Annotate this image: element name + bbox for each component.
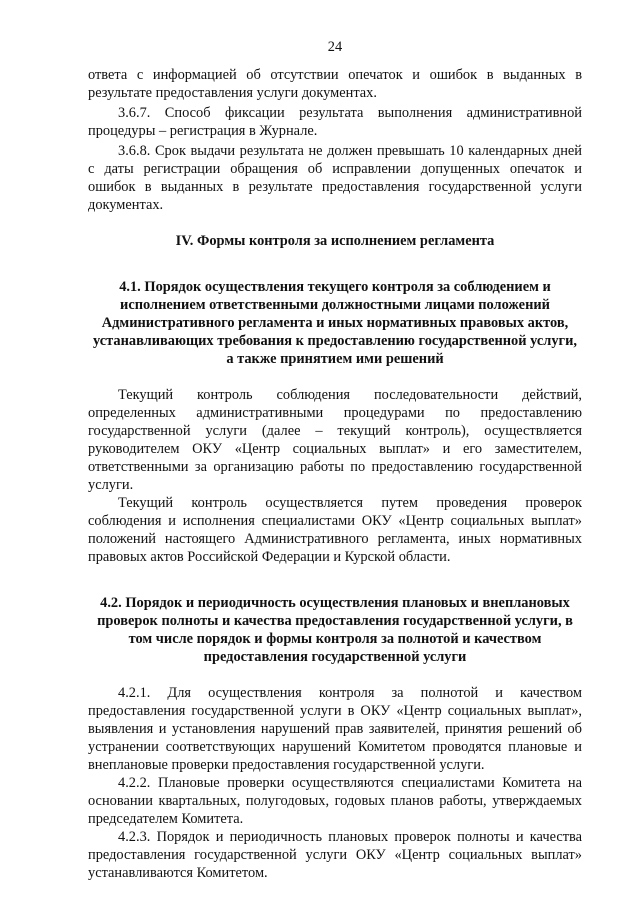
paragraph-4-2-1: 4.2.1. Для осуществления контроля за полнотой и качеством предоставления государственной услуги в ОКУ «Центр социальных выплат», выявления и установления нарушений прав заявителей, принятия решений об устранении соответствующих нарушений Комитетом проводятся плановые и внеплановые проверки предоставления государственной услуги. [88,685,582,773]
paragraph-continuation: ответа с информацией об отсутствии опечаток и ошибок в выданных в результате предоставления услуги документах. [88,67,582,101]
paragraph-4-2-3: 4.2.3. Порядок и периодичность плановых проверок полноты и качества предоставления государственной услуги ОКУ «Центр социальных выплат» устанавливаются Комитетом. [88,829,582,881]
paragraph-4-2-2: 4.2.2. Плановые проверки осуществляются специалистами Комитета на основании квартальных, полугодовых, годовых планов работы, утверждаемых председателем Комитета. [88,775,582,827]
section-4-heading: IV. Формы контроля за исполнением регламента [175,233,495,249]
paragraph-4-1-b: Текущий контроль осуществляется путем проведения проверок соблюдения и исполнения специалистами ОКУ «Центр социальных выплат» положений настоящего Административного регламента, иных нормативных правовых актов Российской Федерации и Курской области. [88,495,582,565]
paragraph-4-1-a: Текущий контроль соблюдения последовательности действий, определенных административными процедурами по предоставлению государственной услуги (далее – текущий контроль), осуществляется руководителем ОКУ «Центр социальных выплат» и его заместителем, ответственными за организацию работы по предоставлению государственной услуги. [88,387,582,493]
paragraph-3-6-8: 3.6.8. Срок выдачи результата не должен превышать 10 календарных дней с даты регистрации обращения об исправлении допущенных опечаток и ошибок в выданных в результате предоставления государственной услуги документах. [88,143,582,213]
paragraph-3-6-7: 3.6.7. Способ фиксации результата выполнения административной процедуры – регистрация в Журнале. [88,105,582,139]
section-4-2-heading: 4.2. Порядок и периодичность осуществления плановых и внеплановых проверок полноты и качества предоставления государственной услуги, в том числе порядок и формы контроля за полнотой и качеством предоставления государственной услуги [97,595,573,665]
section-4-1-heading: 4.1. Порядок осуществления текущего контроля за соблюдением и исполнением ответственными должностными лицами положений Административного регламента и иных нормативных правовых актов, устанавливающих требования к предоставлению государственной услуги, а также принятием ими решений [93,279,577,367]
page-number: 24 [327,39,343,55]
